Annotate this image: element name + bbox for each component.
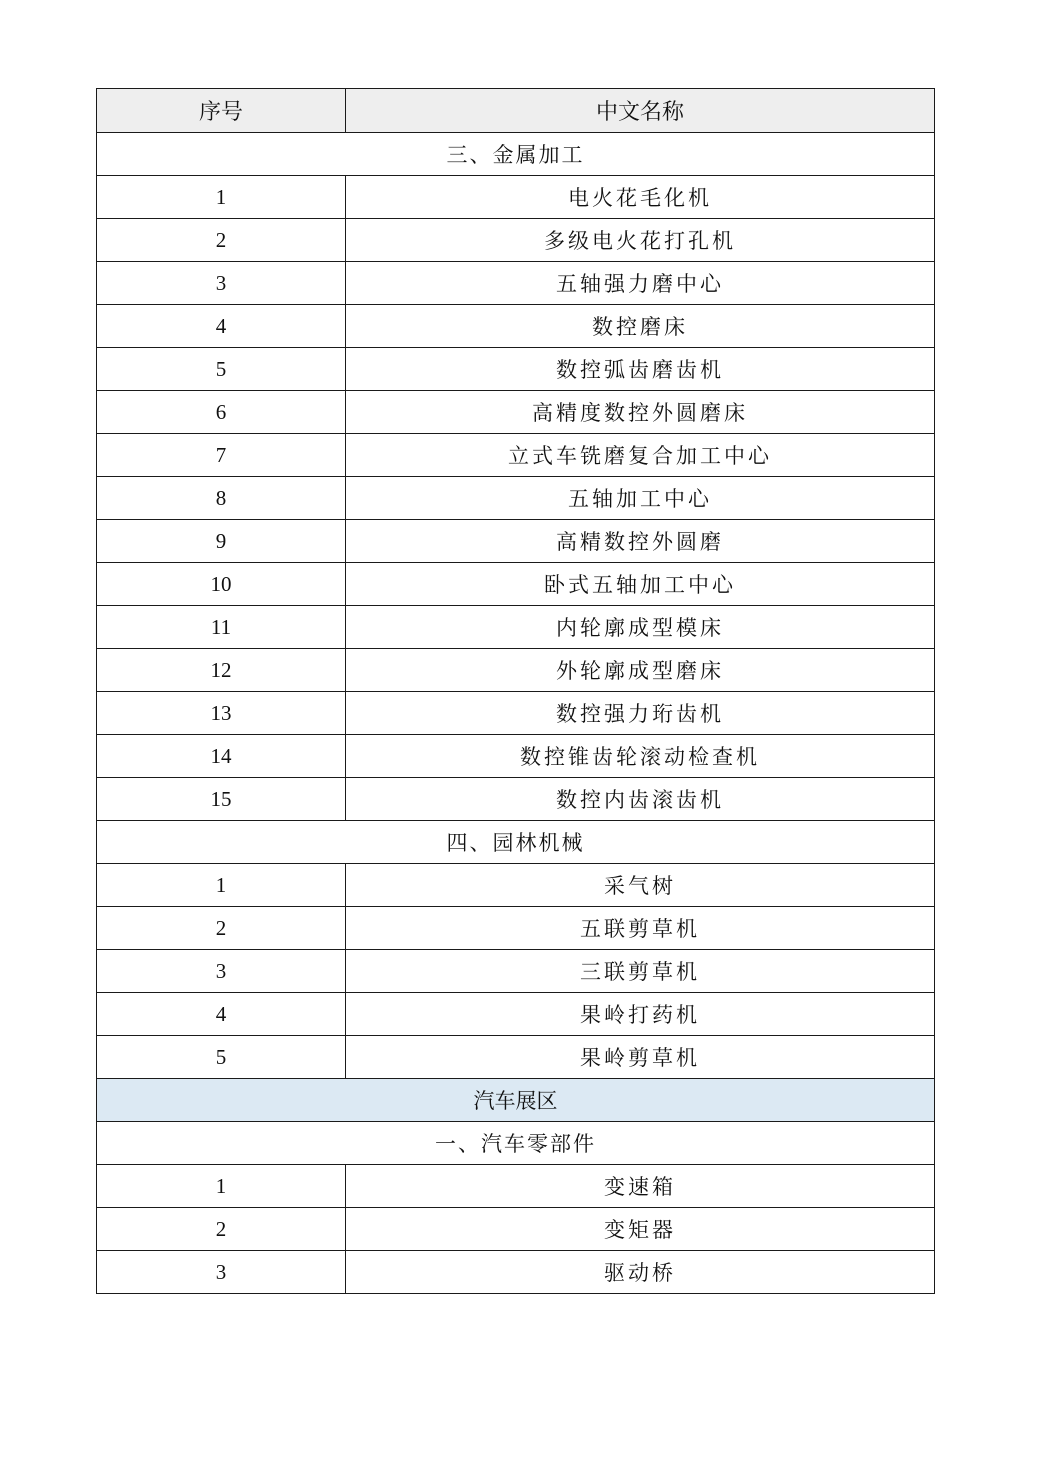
row-number: 6 [97, 391, 346, 434]
row-number: 3 [97, 1251, 346, 1294]
table-row [97, 262, 935, 305]
row-number: 8 [97, 477, 346, 520]
row-number: 7 [97, 434, 346, 477]
table-row [97, 692, 935, 735]
table-row [97, 477, 935, 520]
table-body [97, 133, 935, 1294]
row-name: 数控磨床 [346, 305, 935, 348]
row-number: 2 [97, 907, 346, 950]
row-number: 13 [97, 692, 346, 735]
section-title: 三、金属加工 [97, 133, 935, 176]
row-name: 数控强力珩齿机 [346, 692, 935, 735]
row-name: 多级电火花打孔机 [346, 219, 935, 262]
row-name: 电火花毛化机 [346, 176, 935, 219]
table-row [97, 391, 935, 434]
section-row [97, 133, 935, 176]
table-row [97, 950, 935, 993]
table-row [97, 1208, 935, 1251]
table-row [97, 907, 935, 950]
row-number: 1 [97, 864, 346, 907]
row-name: 五轴加工中心 [346, 477, 935, 520]
row-name: 数控内齿滚齿机 [346, 778, 935, 821]
zone-title: 汽车展区 [97, 1079, 935, 1122]
table-row [97, 778, 935, 821]
table-row [97, 520, 935, 563]
row-name: 高精度数控外圆磨床 [346, 391, 935, 434]
header-row [97, 89, 935, 133]
row-name: 内轮廓成型模床 [346, 606, 935, 649]
row-number: 10 [97, 563, 346, 606]
table-row [97, 563, 935, 606]
row-number: 12 [97, 649, 346, 692]
zone-row [97, 1079, 935, 1122]
row-name: 高精数控外圆磨 [346, 520, 935, 563]
row-name: 果岭剪草机 [346, 1036, 935, 1079]
table-row [97, 606, 935, 649]
row-number: 4 [97, 305, 346, 348]
row-name: 变速箱 [346, 1165, 935, 1208]
table-row [97, 434, 935, 477]
row-number: 9 [97, 520, 346, 563]
table-row [97, 1251, 935, 1294]
row-number: 5 [97, 1036, 346, 1079]
section-row [97, 821, 935, 864]
row-number: 4 [97, 993, 346, 1036]
table-row [97, 348, 935, 391]
row-name: 数控弧齿磨齿机 [346, 348, 935, 391]
row-name: 外轮廓成型磨床 [346, 649, 935, 692]
row-number: 3 [97, 950, 346, 993]
table-row [97, 176, 935, 219]
table-row [97, 1036, 935, 1079]
table-row [97, 649, 935, 692]
row-number: 2 [97, 1208, 346, 1251]
row-number: 2 [97, 219, 346, 262]
row-name: 卧式五轴加工中心 [346, 563, 935, 606]
row-name: 果岭打药机 [346, 993, 935, 1036]
table-row [97, 993, 935, 1036]
table-row [97, 1165, 935, 1208]
row-number: 11 [97, 606, 346, 649]
header-number: 序号 [97, 89, 346, 133]
table-row [97, 305, 935, 348]
table-row [97, 864, 935, 907]
header-name: 中文名称 [346, 89, 935, 133]
row-name: 变矩器 [346, 1208, 935, 1251]
section-title: 四、园林机械 [97, 821, 935, 864]
row-number: 1 [97, 176, 346, 219]
table-header [97, 89, 935, 133]
row-name: 立式车铣磨复合加工中心 [346, 434, 935, 477]
row-name: 五轴强力磨中心 [346, 262, 935, 305]
row-name: 五联剪草机 [346, 907, 935, 950]
row-name: 驱动桥 [346, 1251, 935, 1294]
row-name: 采气树 [346, 864, 935, 907]
section-title: 一、汽车零部件 [97, 1122, 935, 1165]
exhibit-table [96, 88, 935, 1294]
table-row [97, 219, 935, 262]
table-row [97, 735, 935, 778]
row-number: 14 [97, 735, 346, 778]
row-number: 3 [97, 262, 346, 305]
row-number: 1 [97, 1165, 346, 1208]
row-number: 15 [97, 778, 346, 821]
row-name: 数控锥齿轮滚动检查机 [346, 735, 935, 778]
row-number: 5 [97, 348, 346, 391]
section-row [97, 1122, 935, 1165]
row-name: 三联剪草机 [346, 950, 935, 993]
